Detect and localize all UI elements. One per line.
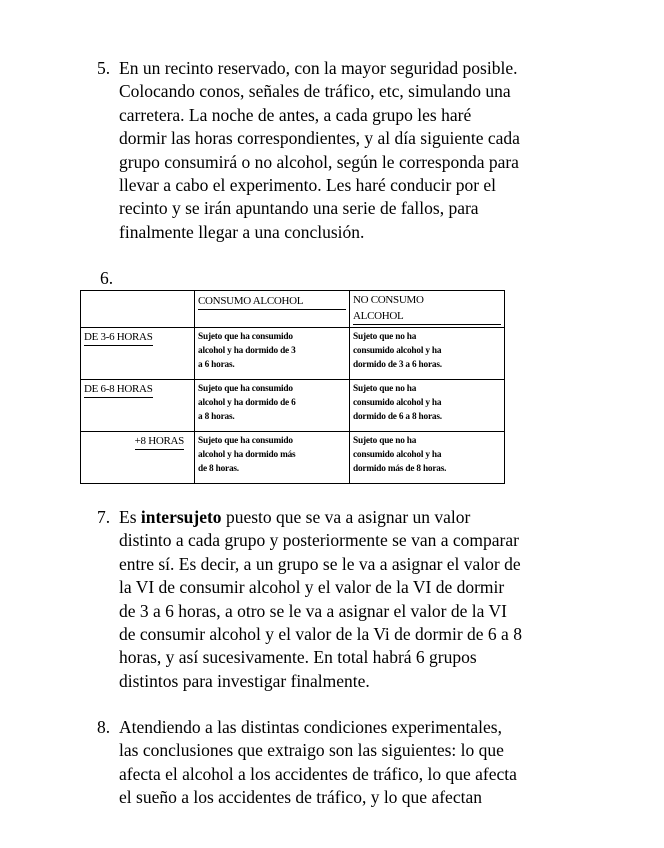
cell-line: alcohol y ha dormido de 3	[198, 346, 296, 356]
text-line: la VI de consumir alcohol y el valor de la VI de dormir	[119, 577, 505, 598]
text-line: En un recinto reservado, con la mayor seguridad posible.	[119, 58, 518, 78]
table-cell	[195, 380, 350, 432]
text-line: finalmente llegar a una conclusión.	[119, 221, 365, 242]
col-header-no-alcohol	[350, 291, 505, 328]
text-line: entre sí. Es decir, a un grupo se le va a asignar el valor de	[119, 553, 521, 574]
cell-line: Sujeto que no ha	[353, 384, 417, 394]
text-line: recinto y se irán apuntando una serie de fallos, para	[119, 198, 479, 219]
row-label: DE 3-6 HORAS	[84, 330, 153, 346]
text-line: grupo consumirá o no alcohol, según le corresponda para	[119, 151, 519, 172]
cell-line: de 8 horas.	[198, 464, 239, 474]
cell-line: alcohol y ha dormido de 6	[198, 398, 296, 408]
item-body	[119, 716, 589, 810]
list-item-8	[97, 716, 589, 810]
cell-line: Sujeto que no ha	[353, 332, 417, 342]
table-corner-cell	[81, 291, 195, 328]
row-label-cell	[81, 328, 195, 380]
table-cell	[350, 328, 505, 380]
cell-line: dormido de 3 a 6 horas.	[353, 360, 442, 370]
text-line: Atendiendo a las distintas condiciones experimentales,	[119, 717, 502, 737]
row-label: DE 6-8 HORAS	[84, 382, 153, 398]
row-label-cell	[81, 432, 195, 484]
item-body	[119, 506, 589, 693]
text-line: distintos para investigar finalmente.	[119, 670, 370, 691]
col-header-label: NO CONSUMO	[353, 294, 424, 306]
text-line	[119, 506, 589, 529]
cell-line: Sujeto que ha consumido	[198, 436, 293, 446]
row-label-cell	[81, 380, 195, 432]
cell-line: alcohol y ha dormido más	[198, 450, 296, 460]
text-fragment: puesto que se va a asignar un valor	[221, 507, 471, 527]
text-line: distinto a cada grupo y posteriormente se van a comparar	[119, 530, 519, 551]
text-fragment: Es	[119, 507, 141, 527]
list-item-5	[97, 57, 589, 244]
table-row	[81, 328, 505, 380]
table-header-row	[81, 291, 505, 328]
text-line: carretera. La noche de antes, a cada grupo les haré	[119, 104, 472, 125]
row-label: +8 HORAS	[135, 434, 184, 450]
table-cell	[195, 432, 350, 484]
item-body	[119, 57, 589, 244]
cell-line: consumido alcohol y ha	[353, 346, 442, 356]
text-line: de 3 a 6 horas, a otro se le va a asignar el valor de la VI	[119, 600, 507, 621]
table-cell	[350, 380, 505, 432]
cell-line: Sujeto que ha consumido	[198, 332, 293, 342]
cell-line: consumido alcohol y ha	[353, 450, 442, 460]
text-line: el sueño a los accidentes de tráfico, y lo que afectan	[119, 787, 482, 808]
table-cell	[350, 432, 505, 484]
design-table	[80, 290, 505, 484]
text-line: de consumir alcohol y el valor de la Vi de dormir de 6 a 8	[119, 624, 522, 645]
text-line: afecta el alcohol a los accidentes de tráfico, lo que afecta	[119, 763, 517, 784]
table-row	[81, 432, 505, 484]
item-number: 8.	[97, 717, 111, 737]
cell-line: consumido alcohol y ha	[353, 398, 442, 408]
text-line: las conclusiones que extraigo son las siguientes: lo que	[119, 740, 504, 761]
cell-line: dormido de 6 a 8 horas.	[353, 412, 442, 422]
table-cell	[195, 328, 350, 380]
col-header-label: CONSUMO ALCOHOL	[198, 294, 346, 310]
text-line: Colocando conos, señales de tráfico, etc, simulando una	[119, 81, 511, 102]
text-line: horas, y así sucesivamente. En total habrá 6 grupos	[119, 647, 477, 668]
cell-line: Sujeto que no ha	[353, 436, 417, 446]
item-number: 5.	[97, 58, 111, 78]
cell-line: dormido más de 8 horas.	[353, 464, 447, 474]
cell-line: Sujeto que ha consumido	[198, 384, 293, 394]
item-number: 7.	[97, 507, 111, 527]
item-number: 6.	[100, 268, 114, 288]
cell-line: a 8 horas.	[198, 412, 235, 422]
list-item-7	[97, 506, 589, 693]
table-row	[81, 380, 505, 432]
text-line: dormir las horas correspondientes, y al día siguiente cada	[119, 128, 520, 149]
col-header-alcohol	[195, 291, 350, 328]
bold-term: intersujeto	[140, 507, 222, 527]
text-line: llevar a cabo el experimento. Les haré conducir por el	[119, 175, 497, 196]
cell-line: a 6 horas.	[198, 360, 235, 370]
col-header-label: ALCOHOL	[353, 309, 501, 325]
